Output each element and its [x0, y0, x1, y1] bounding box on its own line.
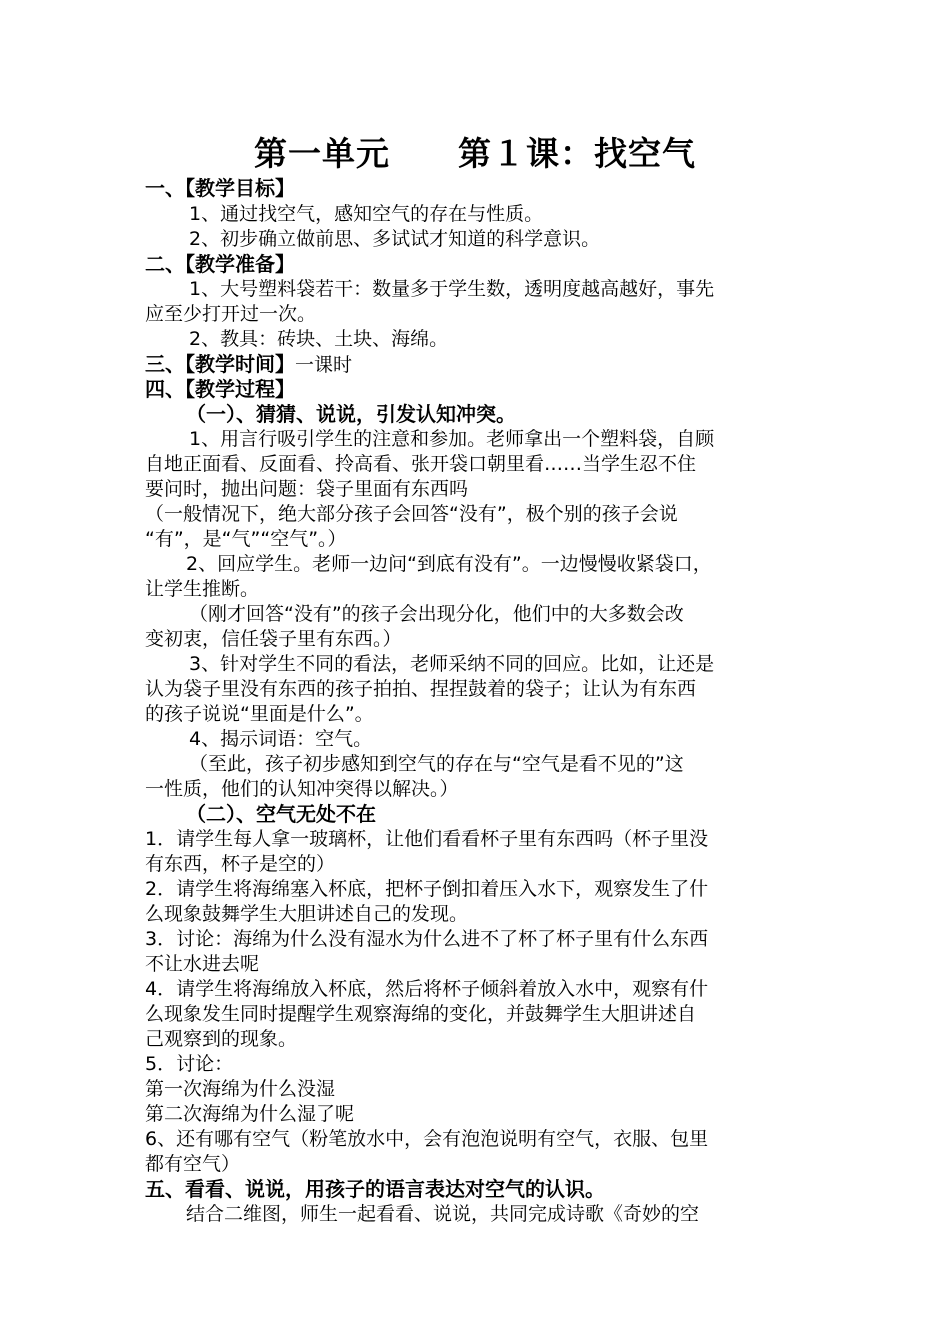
- paragraph: 让学生推断。: [145, 578, 260, 600]
- paragraph: 应至少打开过一次。: [145, 303, 317, 325]
- paragraph: 6、还有哪有空气（粉笔放水中，会有泡泡说明有空气，衣服、包里: [145, 1128, 709, 1150]
- paragraph: 2、教具：砖块、土块、海绵。: [189, 328, 449, 350]
- paragraph: “有”，是“气”“空气”。）: [145, 528, 347, 550]
- paragraph: （至此，孩子初步感知到空气的存在与“空气是看不见的”这: [189, 753, 684, 775]
- section-heading-process: 四、【教学过程】: [145, 377, 295, 401]
- section-heading-preparation: 二、【教学准备】: [145, 252, 295, 276]
- section-heading-summary: 五、看看、说说，用孩子的语言表达对空气的认识。: [145, 1177, 605, 1201]
- paragraph: 2．请学生将海绵塞入杯底，把杯子倒扣着压入水下，观察发生了什: [145, 878, 709, 900]
- paragraph: 不让水进去呢: [145, 953, 260, 975]
- paragraph: 5．讨论：: [145, 1053, 234, 1075]
- paragraph: 第二次海绵为什么湿了呢: [145, 1103, 355, 1125]
- section-heading-objectives: 一、【教学目标】: [145, 176, 295, 200]
- paragraph: 变初衷，信任袋子里有东西。）: [145, 628, 402, 650]
- paragraph: 自地正面看、反面看、拎高看、张开袋口朝里看……当学生忍不住: [145, 453, 697, 475]
- paragraph: 4、揭示词语：空气。: [189, 728, 373, 750]
- paragraph: （一般情况下，绝大部分孩子会回答“没有”，极个别的孩子会说: [145, 503, 678, 525]
- paragraph: 都有空气）: [145, 1153, 241, 1175]
- section-time-value: 一课时: [295, 354, 353, 376]
- subsection-heading-2: （二）、空气无处不在: [186, 802, 376, 826]
- paragraph: 4．请学生将海绵放入杯底，然后将杯子倾斜着放入水中，观察有什: [145, 978, 709, 1000]
- paragraph: 结合二维图，师生一起看看、说说，共同完成诗歌《奇妙的空: [186, 1203, 700, 1225]
- paragraph: 一性质，他们的认知冲突得以解决。）: [145, 778, 459, 800]
- paragraph: 1、大号塑料袋若干：数量多于学生数，透明度越高越好，事先: [189, 278, 715, 300]
- paragraph: 1．请学生每人拿一玻璃杯，让他们看看杯子里有东西吗（杯子里没: [145, 828, 709, 850]
- paragraph: 的孩子说说“里面是什么”。: [145, 703, 374, 725]
- paragraph: 第一次海绵为什么没湿: [145, 1078, 336, 1100]
- paragraph: 有东西，杯子是空的）: [145, 853, 336, 875]
- paragraph: 2、初步确立做前思、多试试才知道的科学意识。: [189, 228, 601, 250]
- section-heading-time: [145, 351, 815, 378]
- paragraph: 么现象鼓舞学生大胆讲述自己的发现。: [145, 903, 469, 925]
- paragraph: 要问时，抛出问题：袋子里面有东西吗: [145, 478, 469, 500]
- paragraph: 么现象发生同时提醒学生观察海绵的变化，并鼓舞学生大胆讲述自: [145, 1003, 697, 1025]
- paragraph: 1、通过找空气，感知空气的存在与性质。: [189, 203, 544, 225]
- section-heading-time-label: 三、【教学时间】: [145, 352, 295, 376]
- paragraph: 认为袋子里没有东西的孩子拍拍、捏捏鼓着的袋子；让认为有东西: [145, 678, 697, 700]
- paragraph: 3、针对学生不同的看法，老师采纳不同的回应。比如，让还是: [189, 653, 715, 675]
- page-title: 第一单元 第１课：找空气: [254, 134, 696, 173]
- paragraph: 2、回应学生。老师一边问“到底有没有”。一边慢慢收紧袋口，: [186, 553, 712, 575]
- subsection-heading-1: （一）、猜猜、说说，引发认知冲突。: [186, 402, 516, 426]
- paragraph: 1、用言行吸引学生的注意和参加。老师拿出一个塑料袋，自顾: [189, 428, 715, 450]
- paragraph: 己观察到的现象。: [145, 1028, 298, 1050]
- paragraph: （刚才回答“没有”的孩子会出现分化，他们中的大多数会改: [189, 603, 684, 625]
- paragraph: 3．讨论：海绵为什么没有湿水为什么进不了杯了杯子里有什么东西: [145, 928, 709, 950]
